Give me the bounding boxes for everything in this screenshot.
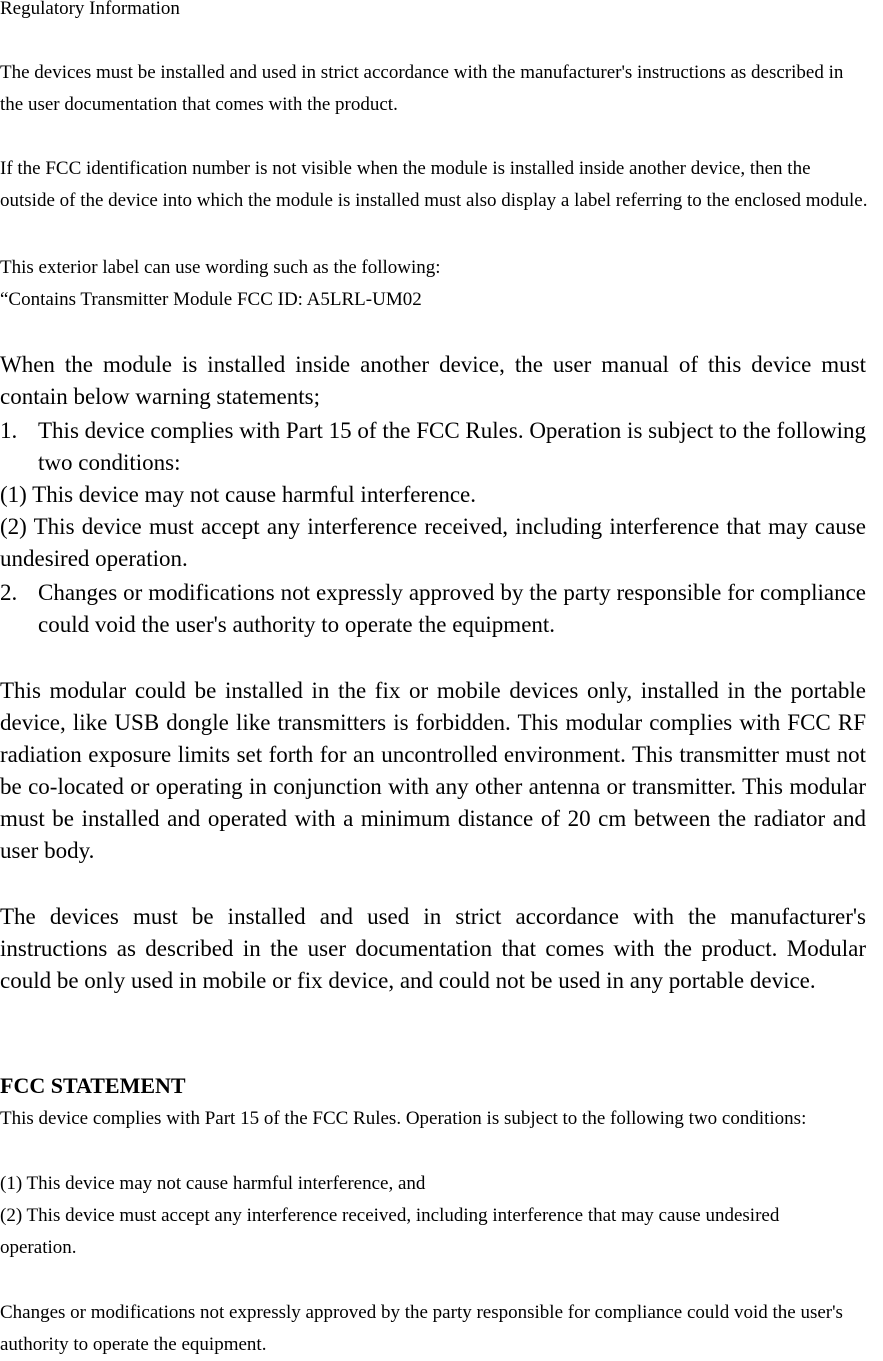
page-title: Regulatory Information bbox=[0, 0, 180, 19]
warning-item-2 bbox=[0, 577, 866, 641]
fcc-statement-line: This device complies with Part 15 of the FCC Rules. Operation is subject to the following two conditions: bbox=[0, 1108, 807, 1129]
warning-item-1-number: 1. bbox=[0, 418, 18, 443]
intro-paragraph-fcc-id: If the FCC identification number is not visible when the module is installed inside another device, then the outside of the device into which the module is installed must also display a label referring to the enclosed module. bbox=[0, 158, 868, 211]
warning-condition-2: (2) This device must accept any interference received, including interference that may cause undesired operation. bbox=[0, 514, 866, 571]
fcc-condition-1: (1) This device may not cause harmful interference, and bbox=[0, 1173, 426, 1194]
fcc-statement-heading: FCC STATEMENT bbox=[0, 1073, 186, 1098]
intro-paragraph-label: This exterior label can use wording such as the following: bbox=[0, 257, 441, 278]
warning-item-1-text: This device complies with Part 15 of the FCC Rules. Operation is subject to the following two conditions: bbox=[38, 418, 866, 475]
warning-item-2-number: 2. bbox=[0, 580, 18, 605]
warning-item-1 bbox=[0, 415, 866, 479]
warning-lead-paragraph: When the module is installed inside another device, the user manual of this device must contain below warning statements; bbox=[0, 352, 866, 409]
modular-paragraph-installation: The devices must be installed and used in strict accordance with the manufacturer's instructions as described in the user documentation that comes with the product. Modular could be only used in mobile or fix device, and could not be used in any portable device. bbox=[0, 904, 866, 993]
fcc-changes-paragraph: Changes or modifications not expressly approved by the party responsible for compliance could void the user's authority to operate the equipment. bbox=[0, 1302, 843, 1355]
modular-paragraph-exposure: This modular could be installed in the fix or mobile devices only, installed in the portable device, like USB dongle like transmitters is forbidden. This modular complies with FCC RF radiation exposure limits set forth for an uncontrolled environment. This transmitter must not be co-located or operating in conjunction with any other antenna or transmitter. This modular must be installed and operated with a minimum distance of 20 cm between the radiator and user body. bbox=[0, 678, 866, 863]
warning-item-2-text: Changes or modifications not expressly approved by the party responsible for compliance could void the user's authority to operate the equipment. bbox=[38, 580, 866, 637]
intro-paragraph-module-id: “Contains Transmitter Module FCC ID: A5LRL-UM02 bbox=[0, 289, 422, 310]
fcc-condition-2: (2) This device must accept any interference received, including interference that may cause undesired operation. bbox=[0, 1205, 780, 1258]
intro-paragraph-install: The devices must be installed and used in strict accordance with the manufacturer's instructions as described in the user documentation that comes with the product. bbox=[0, 62, 844, 115]
warning-condition-1: (1) This device may not cause harmful interference. bbox=[0, 482, 476, 507]
